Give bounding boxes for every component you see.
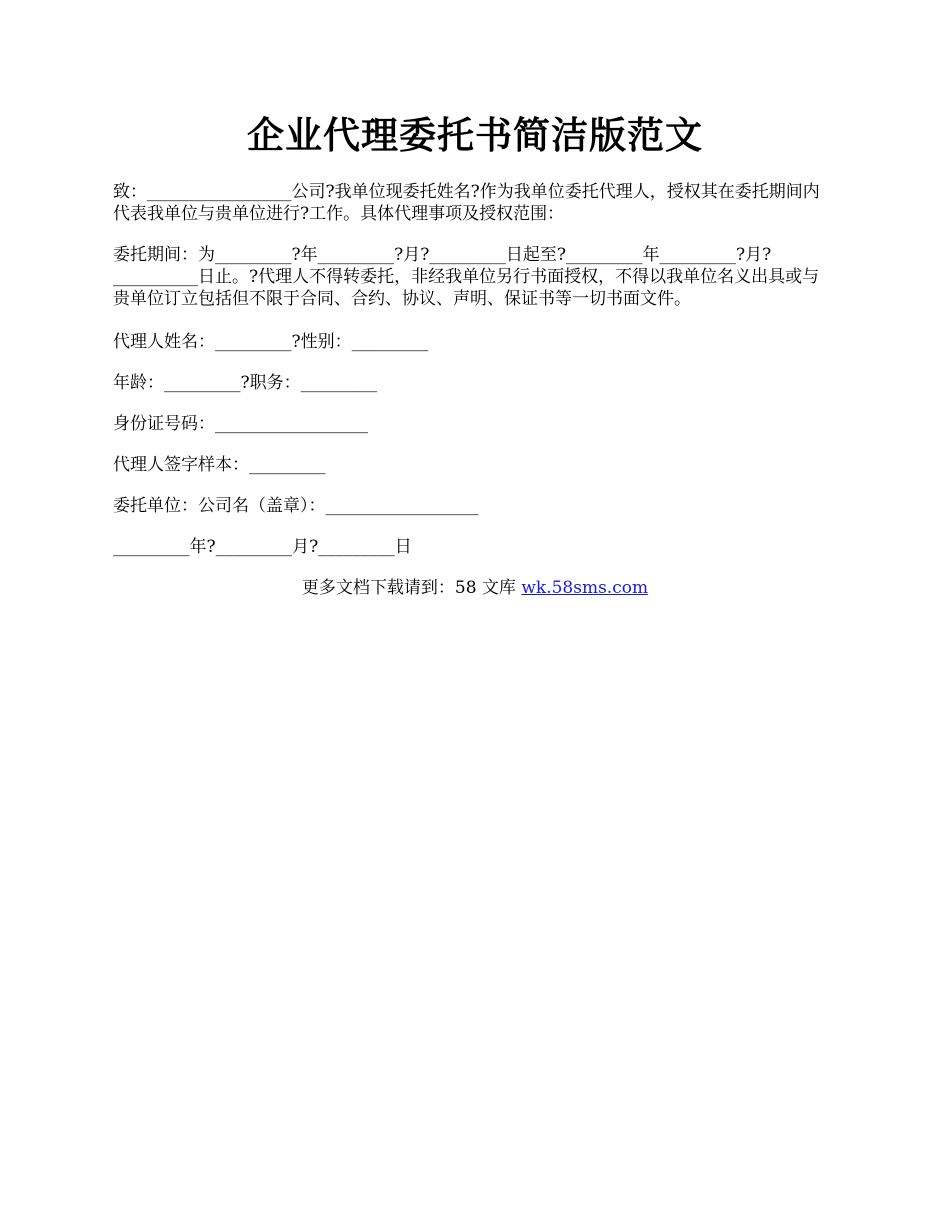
principal-company-line: 委托单位：公司名（盖章）：__________________ — [113, 496, 479, 516]
period-paragraph: 委托期间：为_________?年_________?月?_________日起至?_________年_________?月?__________日止。?代理人不得转委托，非经我单位另行书面授权，不得以我单位名义出具或与贵单位订立包括但不限于合同、合约、协议、声明、保证书等一切书面文件。 — [113, 245, 820, 309]
id-number-line: 身份证号码：__________________ — [113, 414, 368, 434]
document-title: 企业代理委托书简洁版范文 — [247, 113, 703, 157]
signature-sample-line: 代理人签字样本：_________ — [113, 455, 326, 475]
salutation-paragraph: 致：_________________公司?我单位现委托姓名?作为我单位委托代理人，授权其在委托期间内代表我单位与贵单位进行?工作。具体代理事项及授权范围： — [113, 182, 820, 224]
age-position-line: 年龄：_________?职务：_________ — [113, 373, 378, 393]
footer-prefix-text: 更多文档下载请到：58 文库 — [301, 578, 522, 598]
agent-name-gender-line: 代理人姓名：_________?性别：_________ — [113, 332, 429, 352]
footer-download-note — [0, 577, 950, 599]
footer-link[interactable]: wk.58sms.com — [521, 578, 649, 598]
date-line: _________年?_________月?_________日 — [113, 537, 412, 557]
